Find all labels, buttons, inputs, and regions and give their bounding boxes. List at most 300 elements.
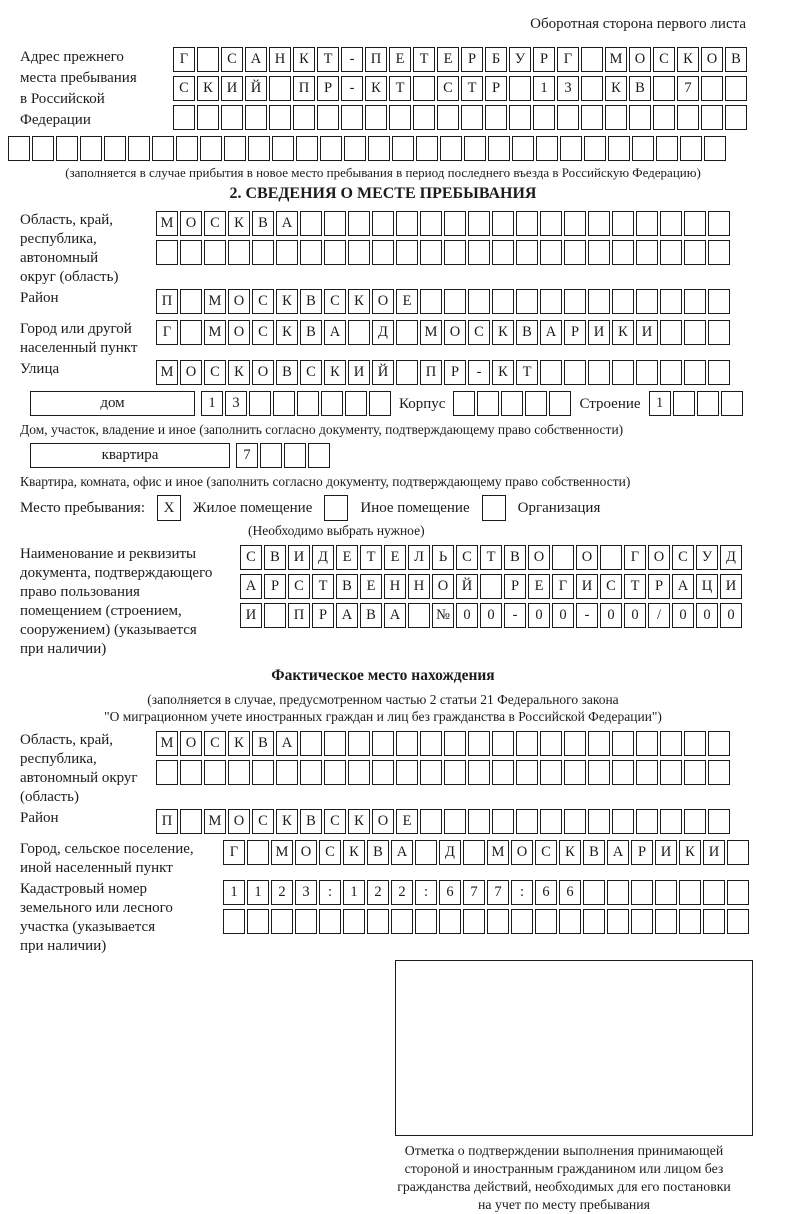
char-box: С <box>252 320 274 345</box>
char-box: М <box>271 840 293 865</box>
char-box: Г <box>624 545 646 570</box>
apartment-type-box: квартира <box>30 443 230 468</box>
char-box <box>697 391 719 416</box>
char-box <box>252 240 274 265</box>
char-box: О <box>180 360 202 385</box>
char-box <box>180 240 202 265</box>
char-box: С <box>437 76 459 101</box>
char-box: Д <box>439 840 461 865</box>
char-box: 0 <box>528 603 550 628</box>
char-box: 2 <box>367 880 389 905</box>
char-box <box>660 240 682 265</box>
char-box: О <box>444 320 466 345</box>
char-box <box>300 760 322 785</box>
stay-type-label: Место пребывания: <box>20 499 145 516</box>
char-box <box>564 289 586 314</box>
char-box: Ц <box>696 574 718 599</box>
char-box <box>727 880 749 905</box>
char-box: М <box>605 47 627 72</box>
char-box <box>636 731 658 756</box>
section-2-title: 2. СВЕДЕНИЯ О МЕСТЕ ПРЕБЫВАНИЯ <box>229 185 537 202</box>
char-box <box>296 136 318 161</box>
char-box <box>533 105 555 130</box>
char-box: В <box>725 47 747 72</box>
field-ownership-document <box>8 545 758 659</box>
char-box <box>540 360 562 385</box>
char-box: О <box>629 47 651 72</box>
char-box <box>727 909 749 934</box>
char-box <box>348 320 370 345</box>
char-box <box>221 105 243 130</box>
previous-address-rows <box>173 47 758 134</box>
char-box <box>636 760 658 785</box>
char-box: С <box>319 840 341 865</box>
char-box: С <box>252 809 274 834</box>
char-box <box>612 289 634 314</box>
char-box: Ь <box>432 545 454 570</box>
char-box <box>468 809 490 834</box>
char-box: О <box>528 545 550 570</box>
char-box <box>365 105 387 130</box>
char-box <box>413 105 435 130</box>
char-box: 2 <box>391 880 413 905</box>
char-box <box>653 76 675 101</box>
char-box: О <box>180 731 202 756</box>
char-box: Н <box>408 574 430 599</box>
char-box: В <box>300 809 322 834</box>
char-box <box>701 76 723 101</box>
char-box: С <box>672 545 694 570</box>
char-box <box>324 760 346 785</box>
stamp-caption: Отметка о подтверждении выполнения принимающей стороной и иностранным гражданином или лицом без гражданства действий, необходимых для его постановки на учет по месту пребывания <box>397 1143 731 1212</box>
char-box <box>156 240 178 265</box>
char-box <box>487 909 509 934</box>
char-box <box>612 240 634 265</box>
char-box: Р <box>648 574 670 599</box>
char-box <box>516 760 538 785</box>
char-box: В <box>264 545 286 570</box>
char-box: Е <box>360 574 382 599</box>
char-box <box>660 360 682 385</box>
char-box <box>607 880 629 905</box>
char-box <box>600 545 622 570</box>
char-box: А <box>607 840 629 865</box>
char-box <box>708 809 730 834</box>
region-label: Область, край, республика, автономный округ (область) <box>20 212 119 285</box>
char-box: Й <box>245 76 267 101</box>
house-caption: Дом, участок, владение и иное (заполнить согласно документу, подтверждающему право собственности) <box>20 422 624 437</box>
char-box <box>176 136 198 161</box>
char-box: Д <box>720 545 742 570</box>
char-box <box>204 240 226 265</box>
char-box: С <box>204 211 226 236</box>
char-box: 2 <box>271 880 293 905</box>
house-row <box>30 391 758 420</box>
actual-region-row-1 <box>156 731 758 756</box>
char-box <box>180 760 202 785</box>
previous-address-label: Адрес прежнего места пребывания в Российской Федерации <box>20 49 137 128</box>
char-box <box>612 809 634 834</box>
char-box: К <box>679 840 701 865</box>
char-box: Р <box>264 574 286 599</box>
char-box <box>660 320 682 345</box>
char-box <box>564 731 586 756</box>
field-street <box>8 360 758 389</box>
char-box <box>660 809 682 834</box>
char-box: 0 <box>696 603 718 628</box>
char-box <box>684 809 706 834</box>
actual-region-row-2 <box>156 760 758 785</box>
char-box: - <box>576 603 598 628</box>
char-box: 1 <box>343 880 365 905</box>
char-box: Р <box>631 840 653 865</box>
char-box: Т <box>413 47 435 72</box>
stamp-box <box>395 960 753 1136</box>
char-box: Д <box>312 545 334 570</box>
char-box <box>684 731 706 756</box>
char-box <box>200 136 222 161</box>
char-box: В <box>583 840 605 865</box>
ownership-document-row-3 <box>240 603 758 628</box>
checkbox-residential: X <box>157 495 181 521</box>
char-box: С <box>240 545 262 570</box>
char-box: 0 <box>624 603 646 628</box>
char-box: М <box>487 840 509 865</box>
char-box <box>511 909 533 934</box>
char-box: А <box>276 731 298 756</box>
char-box: О <box>576 545 598 570</box>
region-row-1 <box>156 211 758 236</box>
char-box <box>492 809 514 834</box>
char-box: А <box>672 574 694 599</box>
char-box <box>156 760 178 785</box>
char-box <box>343 909 365 934</box>
char-box <box>276 240 298 265</box>
char-box <box>420 731 442 756</box>
char-box <box>636 211 658 236</box>
char-box <box>540 760 562 785</box>
char-box <box>464 136 486 161</box>
char-box: П <box>293 76 315 101</box>
char-box <box>535 909 557 934</box>
char-box: Р <box>533 47 555 72</box>
char-box <box>348 240 370 265</box>
char-box: А <box>391 840 413 865</box>
char-box: С <box>468 320 490 345</box>
char-box: О <box>252 360 274 385</box>
char-box: И <box>703 840 725 865</box>
char-box: Т <box>360 545 382 570</box>
char-box <box>588 240 610 265</box>
char-box: О <box>228 809 250 834</box>
cadastral-number-row-1 <box>223 880 758 905</box>
char-box: В <box>336 574 358 599</box>
char-box: К <box>324 360 346 385</box>
char-box: К <box>276 809 298 834</box>
char-box: К <box>343 840 365 865</box>
char-box: В <box>300 320 322 345</box>
char-box <box>560 136 582 161</box>
char-box <box>396 211 418 236</box>
char-box: Г <box>173 47 195 72</box>
char-box <box>540 289 562 314</box>
char-box <box>588 289 610 314</box>
char-box <box>348 731 370 756</box>
char-box: К <box>348 289 370 314</box>
char-box: А <box>245 47 267 72</box>
char-box: Р <box>504 574 526 599</box>
char-box <box>197 47 219 72</box>
char-box <box>273 391 295 416</box>
char-box: К <box>276 289 298 314</box>
char-box <box>703 909 725 934</box>
char-box <box>260 443 282 468</box>
char-box <box>317 105 339 130</box>
char-box: Б <box>485 47 507 72</box>
char-box <box>463 840 485 865</box>
char-box: И <box>288 545 310 570</box>
char-box <box>588 731 610 756</box>
field-region <box>8 211 758 287</box>
char-box: Л <box>408 545 430 570</box>
char-box <box>348 760 370 785</box>
char-box: С <box>204 360 226 385</box>
char-box: 3 <box>295 880 317 905</box>
previous-address-row-1 <box>173 47 758 72</box>
char-box <box>660 760 682 785</box>
char-box <box>581 76 603 101</box>
char-box <box>344 136 366 161</box>
char-box: 0 <box>720 603 742 628</box>
char-box: В <box>629 76 651 101</box>
char-box <box>631 880 653 905</box>
char-box <box>485 105 507 130</box>
char-box <box>564 240 586 265</box>
char-box: Е <box>437 47 459 72</box>
char-box: 0 <box>480 603 502 628</box>
char-box <box>516 289 538 314</box>
actual-district-label: Район <box>20 810 59 826</box>
checkbox-organization <box>482 495 506 521</box>
char-box: А <box>276 211 298 236</box>
char-box: О <box>295 840 317 865</box>
char-box: О <box>648 545 670 570</box>
char-box <box>564 760 586 785</box>
char-box: С <box>204 731 226 756</box>
stroenie-label: Строение <box>579 396 641 412</box>
char-box: С <box>288 574 310 599</box>
char-box: П <box>156 809 178 834</box>
char-box <box>295 909 317 934</box>
char-box: К <box>605 76 627 101</box>
char-box <box>612 760 634 785</box>
char-box <box>653 105 675 130</box>
char-box <box>420 760 442 785</box>
char-box <box>468 289 490 314</box>
region-row-2 <box>156 240 758 265</box>
char-box <box>636 240 658 265</box>
char-box <box>104 136 126 161</box>
char-box: О <box>372 809 394 834</box>
char-box: 0 <box>456 603 478 628</box>
char-box <box>588 809 610 834</box>
char-box: М <box>204 320 226 345</box>
char-box: Т <box>480 545 502 570</box>
char-box <box>655 880 677 905</box>
char-box <box>708 760 730 785</box>
char-box <box>420 211 442 236</box>
char-box <box>564 809 586 834</box>
char-box: Т <box>461 76 483 101</box>
char-box <box>341 105 363 130</box>
char-box <box>396 760 418 785</box>
char-box <box>415 840 437 865</box>
char-box: И <box>588 320 610 345</box>
char-box <box>540 731 562 756</box>
char-box <box>420 240 442 265</box>
actual-city-label: Город, сельское поселение, иной населенный пункт <box>20 841 194 876</box>
char-box: П <box>156 289 178 314</box>
char-box: Е <box>336 545 358 570</box>
char-box <box>152 136 174 161</box>
char-box: Г <box>557 47 579 72</box>
char-box: В <box>252 211 274 236</box>
char-box <box>271 909 293 934</box>
char-box <box>540 211 562 236</box>
stroenie-cells <box>649 391 743 416</box>
char-box <box>300 211 322 236</box>
char-box <box>389 105 411 130</box>
char-box: 7 <box>487 880 509 905</box>
house-number-cells <box>201 391 391 416</box>
char-box <box>704 136 726 161</box>
cadastral-number-row-2 <box>223 909 758 934</box>
char-box: В <box>504 545 526 570</box>
char-box <box>564 211 586 236</box>
char-box <box>629 105 651 130</box>
char-box <box>660 289 682 314</box>
char-box: С <box>535 840 557 865</box>
char-box: В <box>300 289 322 314</box>
char-box <box>224 136 246 161</box>
char-box <box>492 289 514 314</box>
char-box <box>32 136 54 161</box>
char-box: 7 <box>236 443 258 468</box>
char-box <box>725 76 747 101</box>
char-box: У <box>696 545 718 570</box>
char-box <box>439 909 461 934</box>
char-box <box>367 909 389 934</box>
char-box: Р <box>461 47 483 72</box>
char-box <box>509 105 531 130</box>
char-box <box>612 731 634 756</box>
char-box: 0 <box>600 603 622 628</box>
char-box: 1 <box>201 391 223 416</box>
char-box: У <box>509 47 531 72</box>
previous-address-row-4 <box>8 136 758 161</box>
char-box <box>320 136 342 161</box>
char-box <box>416 136 438 161</box>
char-box <box>468 211 490 236</box>
char-box <box>708 240 730 265</box>
char-box: 1 <box>533 76 555 101</box>
char-box <box>408 603 430 628</box>
char-box: О <box>180 211 202 236</box>
previous-address-caption: (заполняется в случае прибытия в новое место пребывания в период последнего въезда в Российскую Федерацию) <box>65 165 701 180</box>
char-box <box>372 731 394 756</box>
char-box <box>636 360 658 385</box>
char-box: И <box>240 603 262 628</box>
char-box: О <box>228 289 250 314</box>
char-box <box>684 360 706 385</box>
char-box: Г <box>223 840 245 865</box>
char-box: Е <box>528 574 550 599</box>
char-box <box>584 136 606 161</box>
char-box <box>248 136 270 161</box>
char-box <box>684 240 706 265</box>
char-box: А <box>336 603 358 628</box>
char-box: Е <box>396 289 418 314</box>
char-box <box>583 880 605 905</box>
actual-location-title: Фактическое место нахождения <box>271 667 495 684</box>
char-box <box>453 391 475 416</box>
char-box <box>396 731 418 756</box>
char-box <box>324 731 346 756</box>
char-box <box>612 211 634 236</box>
char-box <box>396 320 418 345</box>
char-box <box>708 320 730 345</box>
char-box: С <box>600 574 622 599</box>
char-box: В <box>252 731 274 756</box>
char-box: В <box>276 360 298 385</box>
char-box: М <box>420 320 442 345</box>
char-box: К <box>492 360 514 385</box>
char-box <box>727 840 749 865</box>
char-box <box>223 909 245 934</box>
char-box <box>247 840 269 865</box>
char-box: Й <box>372 360 394 385</box>
char-box <box>468 240 490 265</box>
char-box: С <box>653 47 675 72</box>
char-box: С <box>252 289 274 314</box>
char-box <box>708 211 730 236</box>
char-box: Г <box>552 574 574 599</box>
house-type-box: дом <box>30 391 195 416</box>
apartment-row <box>30 443 758 472</box>
char-box: В <box>367 840 389 865</box>
char-box: М <box>156 360 178 385</box>
char-box <box>680 136 702 161</box>
char-box <box>463 909 485 934</box>
char-box: К <box>228 360 250 385</box>
char-box <box>247 909 269 934</box>
char-box <box>468 731 490 756</box>
char-box <box>437 105 459 130</box>
page-side-note: Оборотная сторона первого листа <box>530 16 746 32</box>
char-box <box>391 909 413 934</box>
char-box: О <box>228 320 250 345</box>
char-box: 6 <box>439 880 461 905</box>
char-box <box>269 76 291 101</box>
char-box <box>512 136 534 161</box>
city-label: Город или другой населенный пункт <box>20 321 138 356</box>
checkbox-organization-label: Организация <box>517 499 601 516</box>
char-box: Р <box>317 76 339 101</box>
char-box <box>549 391 571 416</box>
char-box <box>501 391 523 416</box>
char-box <box>516 211 538 236</box>
char-box <box>660 731 682 756</box>
